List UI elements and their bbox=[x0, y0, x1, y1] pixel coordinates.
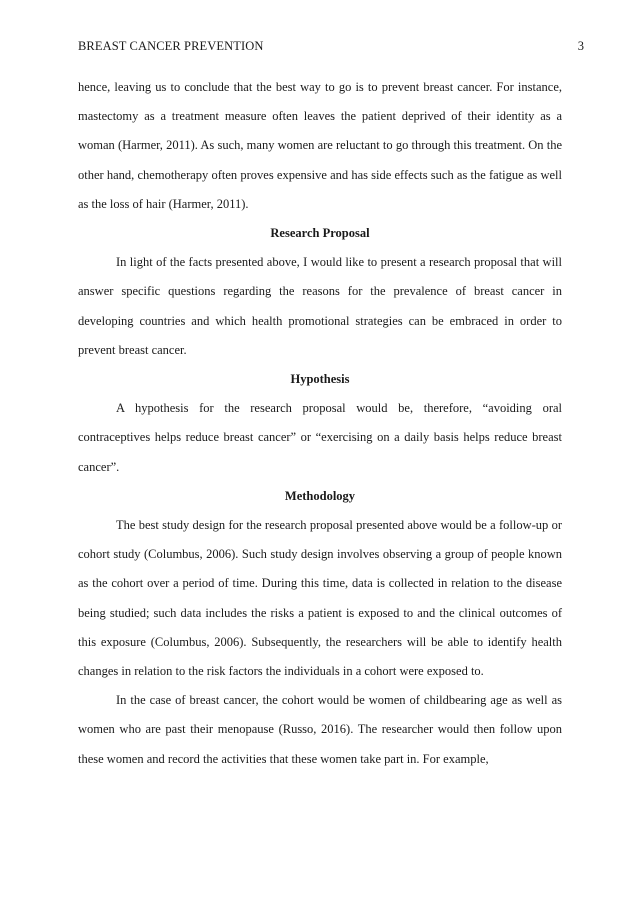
paragraph-hypothesis: A hypothesis for the research proposal would be, therefore, “avoiding oral contraceptives helps reduce breast cancer” or “exercising on a daily basis helps reduce breast cancer”. bbox=[78, 401, 562, 474]
paragraph-intro-continued: hence, leaving us to conclude that the best way to go is to prevent breast cancer. For instance, mastectomy as a treatment measure often leaves the patient deprived of their identity as a woman (Harmer, 2011). As such, many women are reluctant to go through this treatment. On the other hand, chemotherapy often proves expensive and has side effects such as the fatigue as well as the loss of hair (Harmer, 2011). bbox=[78, 80, 562, 211]
paragraph-research-proposal: In light of the facts presented above, I would like to present a research proposal that will answer specific questions regarding the reasons for the prevalence of breast cancer in developing countries and which health promotional strategies can be embraced in order to prevent breast cancer. bbox=[78, 255, 562, 357]
paragraph-methodology: The best study design for the research proposal presented above would be a follow-up or cohort study (Columbus, 2006). Such study design involves observing a group of people known as the cohort over a period of time. During this time, data is collected in relation to the disease being studied; such data includes the risks a patient is exposed to and the clinical outcomes of this exposure (Columbus, 2006). Subsequently, the researchers will be able to identify health changes in relation to the risk factors the individuals in a cohort were exposed to. bbox=[78, 518, 562, 679]
heading-methodology: Methodology bbox=[284, 488, 356, 503]
heading-research-proposal: Research Proposal bbox=[270, 226, 370, 241]
running-head-title: BREAST CANCER PREVENTION bbox=[78, 39, 264, 53]
paragraph-cohort: In the case of breast cancer, the cohort would be women of childbearing age as well as women who are past their menopause (Russo, 2016). The researcher would then follow upon these women and record the activities that these women take part in. For example, bbox=[78, 693, 562, 766]
document-body bbox=[78, 73, 562, 774]
page-number: 3 bbox=[577, 39, 584, 53]
heading-hypothesis: Hypothesis bbox=[290, 372, 350, 387]
